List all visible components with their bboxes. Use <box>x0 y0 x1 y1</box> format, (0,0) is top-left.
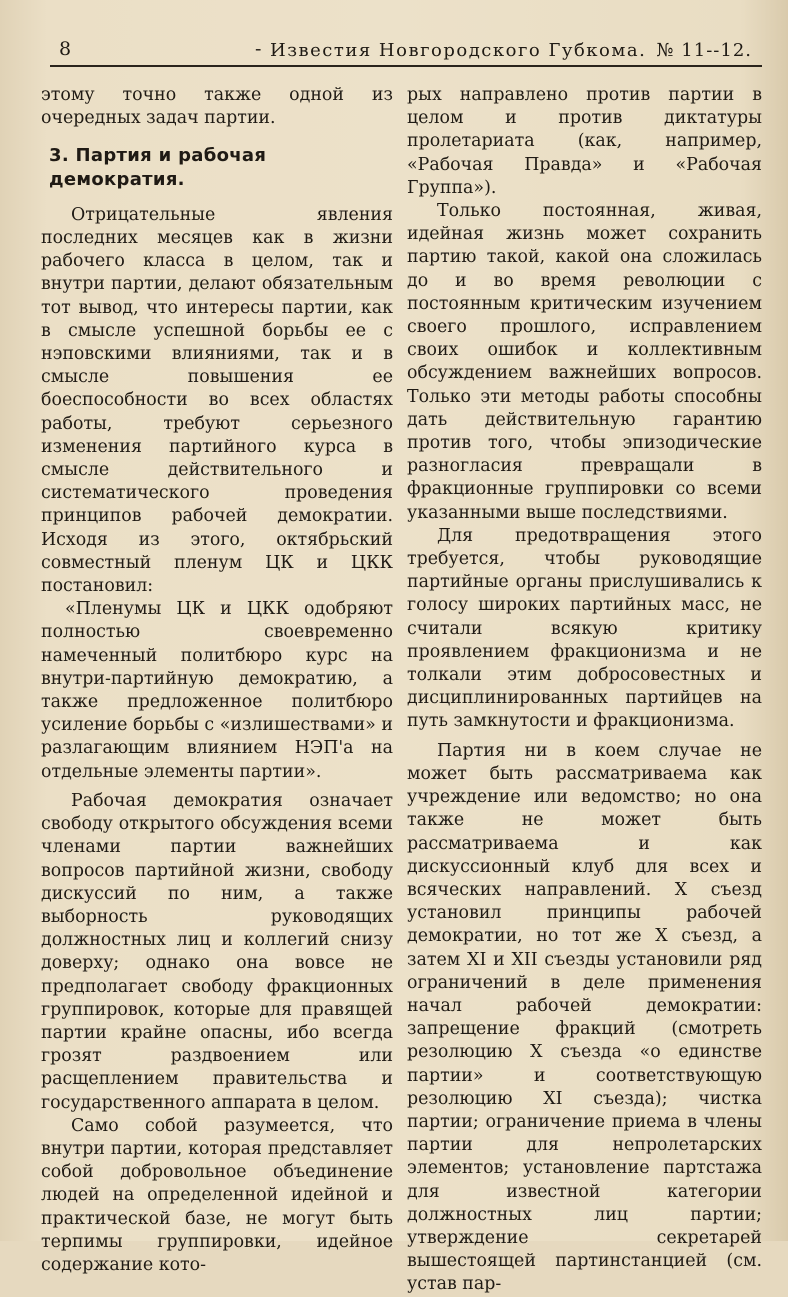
issue-number: № 11--12. <box>656 40 752 61</box>
right-column <box>407 84 762 1297</box>
paragraph: этому точно также одной из очередных задач партии. <box>41 85 393 129</box>
paragraph: Только постоянная, живая, идейная жизнь может сохранить партию такой, какой она сложилась до и во время революции с постоянным критическим изучением своего прошлого, исправлением своих ошибок и коллективным обсуждением важнейших вопросов. Только эти методы работы способны дать действительную гарантию против того, чтобы эпизодические разногласия превращали в фракционные группировки со всеми указанными выше последствиями. <box>407 201 762 523</box>
quote-paragraph: «Пленумы ЦК и ЦКК одобряют полностью своевременно намеченный политбюро курс на внутри-партийную демократию, а также предложенное политбюро усиление борьбы с «излишествами» и разлагающим влиянием НЭП'а на отдельные элементы партии». <box>41 599 393 782</box>
page-number: 8 <box>59 38 73 60</box>
paragraph: Для предотвращения этого требуется, чтобы руководящие партийные органы прислушивались к голосу широких партийных масс, не считали всякую критику проявлением фракционизма и не толкали этим добросовестных и дисциплинированных партийцев на путь замкнутости и фракционизма. <box>407 525 762 732</box>
section-heading: 3. Партия и рабочая демократия. <box>49 145 267 190</box>
paragraph: Партия ни в коем случае не может быть рассматриваема как учреждение или ведомство; но она также не может быть рассматриваема и как дискуссионный клуб для всех и всяческих направлений. X съезд установил принципы рабочей демократии, но тот же X съезд, а затем XI и XII съезды установили ряд ограничений в деле применения начал рабочей демократии: запрещение фракций (смотреть резолюцию X съезда «о единстве партии» и соответствующую резолюцию XI съезда); чистка партии; ограничение приема в члены партии для непролетарских элементов; установление партстажа для известной категории должностных лиц партии; утверждение секретарей вышестоящей партинстанцией (см. устав пар- <box>407 740 762 1295</box>
paragraph: рых направлено против партии в целом и против диктатуры пролетариата (как, например, «Рабочая Правда» и «Рабочая Группа»). <box>407 85 762 198</box>
paragraph: Само собой разумеется, что внутри партии, которая представляет собой добровольное объединение людей на определенной идейной и практической базе, не могут быть терпимы группировки, идейное содержание кото- <box>41 1115 393 1275</box>
header-dash: - <box>255 38 263 60</box>
paragraph: Рабочая демократия означает свободу открытого обсуждения всеми членами партии важнейших вопросов партийной жизни, свободу дискуссий по ним, а также выборность руководящих должностных лиц и коллегий снизу доверху; однако она вовсе не предполагает свободу фракционных группировок, которые для правящей партии крайне опасны, ибо всегда грозят раздвоением или расщеплением правительства и государственного аппарата в целом. <box>41 790 393 1113</box>
journal-title: Известия Новгородского Губкома. <box>270 40 647 61</box>
left-column <box>41 84 393 1277</box>
paragraph: Отрицательные явления последних месяцев как в жизни рабочего класса в целом, так и внутри партии, делают обязательным тот вывод, что интересы партии, как в смысле успешной борьбы ее с нэповскими влияниями, так и в смысле повышения ее боеспособности во всех областях работы, требуют серьезного изменения партийного курса в смысле действительного и систематического проведения принципов рабочей демократии. Исходя из этого, октябрьский совместный пленум ЦК и ЦКК постановил: <box>41 204 393 597</box>
header-rule <box>50 65 762 67</box>
running-header <box>55 36 760 66</box>
